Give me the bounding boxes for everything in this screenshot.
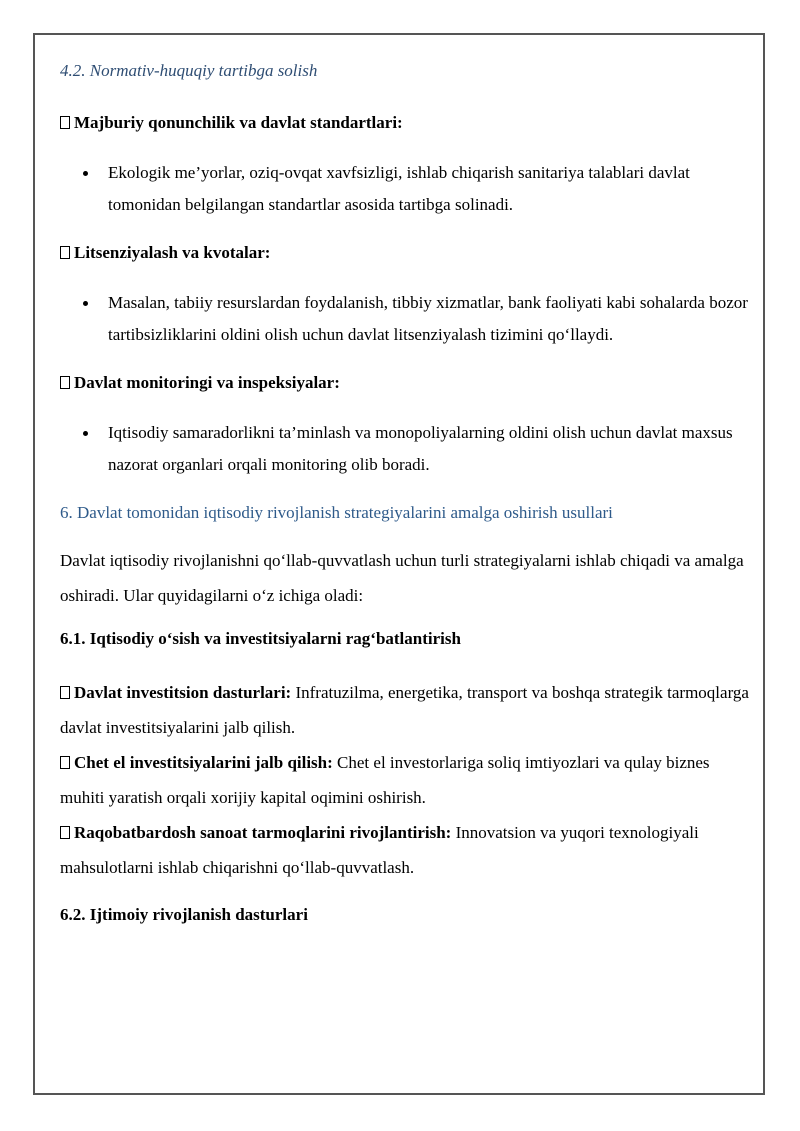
- list-item: Iqtisodiy samaradorlikni ta’minlash va monopoliyalarning oldini olish uchun davlat maxsus nazorat organlari orqali monitoring olib boradi.: [108, 417, 750, 481]
- section-6-title: 6. Davlat tomonidan iqtisodiy rivojlanish strategiyalarini amalga oshirish usullari: [60, 503, 613, 522]
- heading-licensing: Litsenziyalash va kvotalar:: [60, 241, 750, 265]
- page-content: [60, 55, 750, 927]
- heading-monitoring: Davlat monitoringi va inspeksiyalar:: [60, 371, 750, 395]
- missing-glyph-icon: [60, 116, 70, 129]
- paragraph-foreign-investment: Chet el investitsiyalarini jalb qilish: Chet el investorlariga soliq imtiyozlari va qulay biznes muhiti yaratish orqali xorijiy kapital oqimini oshirish.: [60, 753, 710, 807]
- section-6-intro: Davlat iqtisodiy rivojlanishni qo‘llab-quvvatlash uchun turli strategiyalarni ishlab chiqadi va amalga oshiradi. Ular quyidagilarni o‘z ichiga oladi:: [60, 551, 744, 605]
- paragraph-investment-programs: Davlat investitsion dasturlari: Infratuzilma, energetika, transport va boshqa strategik tarmoqlarga davlat investitsiyalarini jalb qilish.: [60, 683, 749, 737]
- section-6-1-title: 6.1. Iqtisodiy o‘sish va investitsiyalarni rag‘batlantirish: [60, 629, 461, 648]
- list-item: Ekologik me’yorlar, oziq-ovqat xavfsizligi, ishlab chiqarish sanitariya talablari davlat tomonidan belgilangan standartlar asosida tartibga solinadi.: [108, 157, 750, 221]
- paragraph-competitive-industry: Raqobatbardosh sanoat tarmoqlarini rivojlantirish: Innovatsion va yuqori texnologiyali mahsulotlarni ishlab chiqarishni qo‘llab-quvvatlash.: [60, 823, 699, 877]
- section-6-2-title: 6.2. Ijtimoiy rivojlanish dasturlari: [60, 905, 308, 924]
- list-item: Masalan, tabiiy resurslardan foydalanish, tibbiy xizmatlar, bank faoliyati kabi sohalarda bozor tartibsizliklarini oldini olish uchun davlat litsenziyalash tizimini qo‘llaydi.: [108, 287, 750, 351]
- bullet-list: [60, 417, 750, 481]
- missing-glyph-icon: [60, 756, 70, 769]
- missing-glyph-icon: [60, 376, 70, 389]
- section-4-2-title: 4.2. Normativ-huquqiy tartibga solish: [60, 61, 318, 80]
- missing-glyph-icon: [60, 686, 70, 699]
- bullet-list: [60, 287, 750, 351]
- heading-standards: Majburiy qonunchilik va davlat standartlari:: [60, 111, 750, 135]
- document-page: [33, 33, 765, 1095]
- missing-glyph-icon: [60, 826, 70, 839]
- missing-glyph-icon: [60, 246, 70, 259]
- bullet-list: [60, 157, 750, 221]
